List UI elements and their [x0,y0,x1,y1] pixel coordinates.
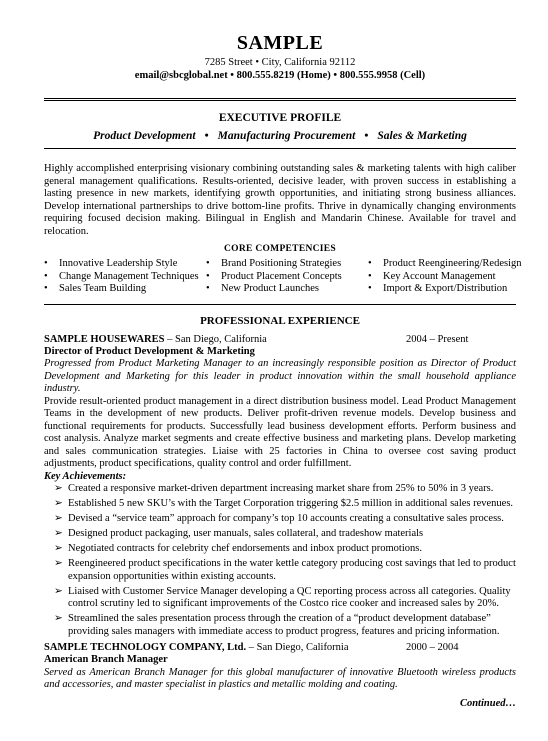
company-name: SAMPLE TECHNOLOGY COMPANY, Ltd. [44,642,247,654]
focus-areas [44,129,516,143]
job-dates: 2000 – 2004 [406,642,459,654]
arrow-bullet-icon: ➢ [54,498,63,510]
competencies-column [44,258,206,296]
bullet-icon: • [44,270,48,282]
bullet-icon: • [368,270,372,282]
contact-line: email@sbcglobal.net • 800.555.8219 (Home) • 800.555.9958 (Cell) [134,70,426,81]
arrow-bullet-icon: ➢ [54,558,63,570]
competency-item: • Product Reengineering/Redesign [368,258,522,269]
bullet-icon: • [368,258,372,269]
bullet-icon: • [206,270,210,282]
focus-separator: • [364,130,369,142]
achievements-list [44,483,516,638]
address-line: 7285 Street • City, California 92112 [204,57,356,68]
bullet-icon: • [44,258,48,269]
company-name: SAMPLE HOUSEWARES [44,333,165,345]
competency-item: • New Product Launches [206,283,319,295]
competency-item: • Key Account Management [368,270,496,282]
executive-profile-heading: EXECUTIVE PROFILE [218,112,342,124]
candidate-name: SAMPLE [236,32,324,54]
profile-divider [44,148,516,149]
company-location: – San Diego, California [246,642,349,654]
job-dates: 2004 – Present [406,333,469,345]
focus-area-3: Sales & Marketing [377,130,467,142]
profile-summary: Highly accomplished enterprising visionary combining outstanding sales & marketing talents with high caliber general management qualifications. Results-oriented, decisive leader, with proven success in establishing a lasting presence in new markets, identifying growth opportunities, and initiating strong business alliances. Develop international partnerships to drive bottom-line profits. Thrive in dynamically changing environments requiring focused decision making. Bilingual in English and Mandarin Chinese. Available for travel and relocation. [44,163,516,237]
achievement-item: ➢ Established 5 new SKU’s with the Target Corporation triggering $2.5 million in additional sales revenues. [44,498,516,511]
company-location: – San Diego, California [164,333,267,345]
job-header [44,333,516,346]
arrow-bullet-icon: ➢ [54,528,63,540]
arrow-bullet-icon: ➢ [54,483,63,495]
focus-area-2: Manufacturing Procurement [217,130,356,142]
bullet-icon: • [44,283,48,295]
focus-separator: • [204,130,209,142]
competency-item: • Change Management Techniques [44,270,199,282]
core-competencies-heading: CORE COMPETENCIES [224,244,336,254]
competency-item: • Sales Team Building [44,283,147,295]
achievement-item: ➢ Designed product packaging, user manuals, sales collateral, and tradeshow materials [44,528,516,541]
header-divider [44,98,516,101]
achievement-item: ➢ Reengineered product specifications in the water kettle category producing cost savings that led to product expansion opportunities within existing accounts. [44,558,516,583]
bullet-icon: • [206,258,210,269]
competency-item: • Import & Export/Distribution [368,283,508,295]
achievement-item: ➢ Devised a “service team” approach for company’s top 10 accounts creating a consultative sales process. [44,513,516,526]
arrow-bullet-icon: ➢ [54,613,63,625]
bullet-icon: • [206,283,210,295]
job-intro: Progressed from Product Marketing Manager to an increasingly responsible position as Director of Product Development and Marketing for this leader in product innovation within the small household appliance industry. [44,358,516,395]
achievement-item: ➢ Created a responsive market-driven department increasing market share from 25% to 50% in 3 years. [44,483,516,496]
job-title: Director of Product Development & Marketing [44,345,255,357]
bullet-icon: • [368,283,372,295]
job-intro: Served as American Branch Manager for this global manufacturer of innovative Bluetooth wireless products and accessories, and master specialist in plastics and metallic molding and coating. [44,666,516,691]
competencies-column [368,258,522,296]
arrow-bullet-icon: ➢ [54,543,63,555]
achievement-item: ➢ Negotiated contracts for celebrity chef endorsements and inbox product promotions. [44,543,516,556]
competencies-column [206,258,368,296]
achievement-item: ➢ Streamlined the sales presentation process through the creation of a “product development database” providing sales managers with immediate access to product progress, features and pricing information. [44,613,516,638]
job-header [44,641,516,654]
job-title: American Branch Manager [44,654,168,666]
focus-area-1: Product Development [93,130,196,142]
competencies-divider [44,304,516,305]
competency-item: • Product Placement Concepts [206,270,342,282]
professional-experience-heading: PROFESSIONAL EXPERIENCE [200,314,360,327]
competency-item: • Innovative Leadership Style [44,258,178,269]
arrow-bullet-icon: ➢ [54,513,63,525]
achievement-item: ➢ Liaised with Customer Service Manager developing a QC reporting process across all categories. Quality control scrutiny led to significant improvements of the Costco rice cooker and increased sales by 20%. [44,586,516,611]
arrow-bullet-icon: ➢ [54,585,63,597]
continued-note: Continued… [459,697,516,709]
job-description: Provide result-oriented product management in a direct distribution business model. Lead Product Management Teams in the development of new products. Deliver profit-driven revenue models. Develop business and functional requirements for products. Successfully lead business development efforts. Perform business and cost analysis. Analyze market segments and create effective business and marketing plans. Develop marketing and sales communication strategies. Liaise with 25 factories in China to oversee cost saving product adjustments, product specifications, quality control and order fulfillment. [44,395,516,470]
achievements-label: Key Achievements: [44,470,127,482]
resume-page [0,32,548,741]
competency-item: • Brand Positioning Strategies [206,258,342,269]
competencies-grid [44,258,522,296]
